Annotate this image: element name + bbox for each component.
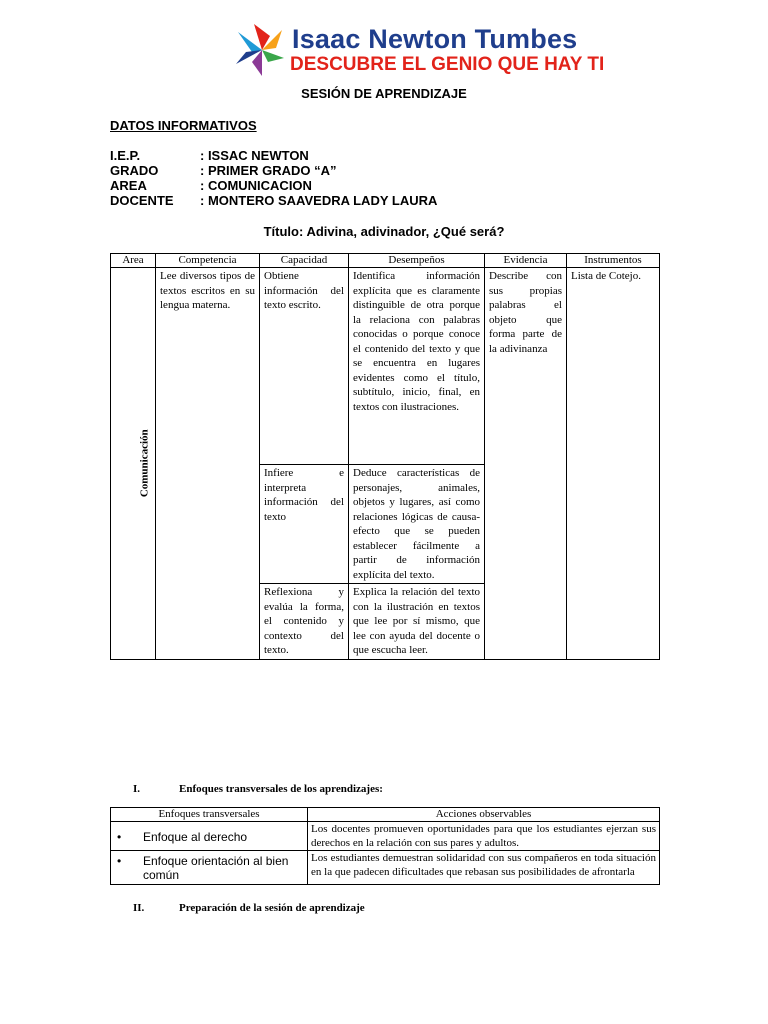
datos-informativos-heading: DATOS INFORMATIVOS — [110, 118, 257, 133]
enfoque-label: Enfoque al derecho — [143, 829, 248, 844]
logo-brand-name: Isaac Newton Tumbes — [292, 24, 578, 54]
info-value: : COMUNICACION — [200, 178, 312, 193]
logo-tagline: DESCUBRE EL GENIO QUE HAY TI — [290, 54, 605, 75]
enfoque-label: Enfoque orientación al bien común — [143, 854, 289, 882]
info-row-grado — [110, 163, 337, 178]
col-header-area: Area — [111, 254, 156, 268]
pinwheel-logo-icon — [232, 22, 290, 78]
info-value: : ISSAC NEWTON — [200, 148, 309, 163]
capacidad-cell: Reflexiona y evalúa la forma, el contenido y contexto del texto. — [260, 584, 349, 660]
table-row — [111, 851, 660, 885]
evidencia-cell: Describe con sus propias palabras el objeto que forma parte de la adivinanza — [485, 268, 567, 660]
learning-session-table — [110, 253, 660, 660]
capacidad-cell: Infiere e interpreta información del texto — [260, 465, 349, 584]
competencia-cell: Lee diversos tipos de textos escritos en su lengua materna. — [156, 268, 260, 660]
table-row — [111, 268, 660, 465]
session-topic-title: Título: Adivina, adivinador, ¿Qué será? — [263, 224, 505, 239]
col-header-competencia: Competencia — [156, 254, 260, 268]
info-value: : MONTERO SAAVEDRA LADY LAURA — [200, 193, 438, 208]
info-label: AREA — [110, 178, 147, 193]
info-label: DOCENTE — [110, 193, 174, 208]
col-header-instrumentos: Instrumentos — [567, 254, 660, 268]
section-heading-preparacion — [133, 902, 365, 914]
accion-cell: Los estudiantes demuestran solidaridad con sus compañeros en toda situación en la que padecen dificultades que rebasan sus posibilidades de afrontarla — [308, 851, 660, 885]
bullet-icon: • — [117, 829, 122, 844]
col-header-desempenos: Desempeños — [349, 254, 485, 268]
section-title: Enfoques transversales de los aprendizajes: — [179, 783, 383, 795]
section-number: II. — [133, 902, 145, 914]
enfoques-table — [110, 807, 660, 885]
info-value: : PRIMER GRADO “A” — [200, 163, 337, 178]
capacidad-cell: Obtiene información del texto escrito. — [260, 268, 349, 465]
desempeno-cell: Explica la relación del texto con la ilustración en textos que lee por sí mismo, que lee con ayuda del docente o que escucha leer. — [349, 584, 485, 660]
area-label: Comunicación — [138, 429, 151, 498]
table-row — [111, 822, 660, 851]
section-heading-enfoques — [133, 783, 383, 795]
bullet-icon: • — [117, 854, 122, 868]
col-header-acciones: Acciones observables — [308, 808, 660, 822]
col-header-capacidad: Capacidad — [260, 254, 349, 268]
area-cell — [111, 268, 156, 660]
desempeno-cell: Deduce características de personajes, animales, objetos y lugares, así como relaciones lógicas de causa-efecto que se pueden establecer fácilmente a partir de información explícita del texto. — [349, 465, 485, 584]
col-header-enfoques: Enfoques transversales — [111, 808, 308, 822]
info-row-docente — [110, 193, 437, 208]
table-header-row — [111, 808, 660, 822]
school-logo — [232, 22, 605, 78]
enfoque-cell — [111, 851, 308, 885]
info-row-area — [110, 178, 312, 193]
desempeno-cell: Identifica información explícita que es claramente distinguible de otra porque la relaciona con palabras conocidas o porque conoce el contenido del texto y que se encuentra en lugares evidentes como el título, subtítulo, inicio, final, en textos con ilustraciones. — [349, 268, 485, 465]
info-label: GRADO — [110, 163, 159, 178]
section-number: I. — [133, 783, 141, 795]
info-row-iep — [110, 148, 309, 163]
instrumentos-cell: Lista de Cotejo. — [567, 268, 660, 660]
info-label: I.E.P. — [110, 148, 141, 163]
section-title: Preparación de la sesión de aprendizaje — [179, 902, 365, 914]
accion-cell: Los docentes promueven oportunidades para que los estudiantes ejerzan sus derechos en la relación con sus pares y adultos. — [308, 822, 660, 851]
enfoque-cell — [111, 822, 308, 851]
session-title: SESIÓN DE APRENDIZAJE — [301, 86, 467, 101]
table-header-row — [111, 254, 660, 268]
col-header-evidencia: Evidencia — [485, 254, 567, 268]
